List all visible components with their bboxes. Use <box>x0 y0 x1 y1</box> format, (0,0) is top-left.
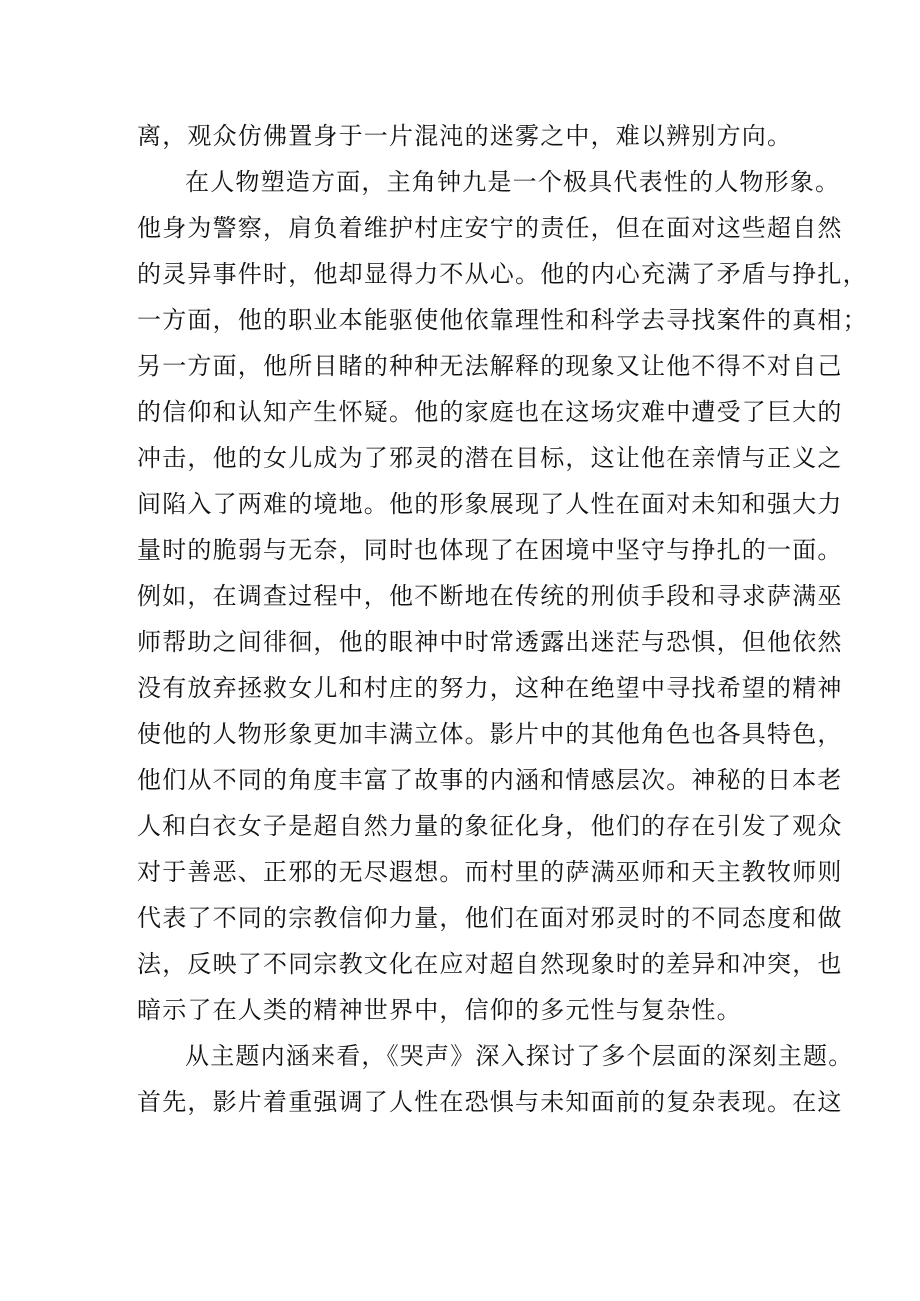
paragraph-2-line-11: 师帮助之间徘徊，他的眼神中时常透露出迷茫与恐惧，但他依然 <box>137 628 843 656</box>
paragraph-2-line-9: 量时的脆弱与无奈，同时也体现了在困境中坚守与挣扎的一面。 <box>137 536 843 564</box>
paragraph-2-line-12: 没有放弃拯救女儿和村庄的努力，这种在绝望中寻找希望的精神 <box>137 674 843 702</box>
paragraph-2-line-7: 冲击，他的女儿成为了邪灵的潜在目标，这让他在亲情与正义之 <box>137 444 843 472</box>
paragraph-2-line-4: 一方面，他的职业本能驱使他依靠理性和科学去寻找案件的真相； <box>137 306 868 334</box>
paragraph-2-line-13: 使他的人物形象更加丰满立体。影片中的其他角色也各具特色， <box>137 720 843 748</box>
paragraph-2-line-15: 人和白衣女子是超自然力量的象征化身，他们的存在引发了观众 <box>137 812 843 840</box>
paragraph-2-line-2: 他身为警察，肩负着维护村庄安宁的责任，但在面对这些超自然 <box>137 214 843 242</box>
paragraph-2-line-8: 间陷入了两难的境地。他的形象展现了人性在面对未知和强大力 <box>137 490 843 518</box>
paragraph-2-line-1: 在人物塑造方面，主角钟九是一个极具代表性的人物形象。 <box>185 168 841 196</box>
paragraph-2-line-19: 暗示了在人类的精神世界中，信仰的多元性与复杂性。 <box>137 996 742 1024</box>
body-text <box>137 113 868 1125</box>
paragraph-2-line-6: 的信仰和认知产生怀疑。他的家庭也在这场灾难中遭受了巨大的 <box>137 398 843 426</box>
paragraph-2-line-10: 例如，在调查过程中，他不断地在传统的刑侦手段和寻求萨满巫 <box>137 582 843 610</box>
paragraph-2-line-14: 他们从不同的角度丰富了故事的内涵和情感层次。神秘的日本老 <box>137 766 843 794</box>
paragraph-2-line-16: 对于善恶、正邪的无尽遐想。而村里的萨满巫师和天主教牧师则 <box>137 858 843 886</box>
paragraph-3-line-2: 首先，影片着重强调了人性在恐惧与未知面前的复杂表现。在这 <box>137 1088 843 1116</box>
paragraph-2-line-17: 代表了不同的宗教信仰力量，他们在面对邪灵时的不同态度和做 <box>137 904 843 932</box>
paragraph-2-line-5: 另一方面，他所目睹的种种无法解释的现象又让他不得不对自己 <box>137 352 843 380</box>
paragraph-1-line-1: 离，观众仿佛置身于一片混沌的迷雾之中，难以辨别方向。 <box>137 122 793 150</box>
paragraph-2-line-18: 法，反映了不同宗教文化在应对超自然现象时的差异和冲突，也 <box>137 950 843 978</box>
paragraph-3-line-1: 从主题内涵来看，《哭声》深入探讨了多个层面的深刻主题。 <box>185 1042 854 1070</box>
paragraph-2-line-3: 的灵异事件时，他却显得力不从心。他的内心充满了矛盾与挣扎， <box>137 260 868 288</box>
